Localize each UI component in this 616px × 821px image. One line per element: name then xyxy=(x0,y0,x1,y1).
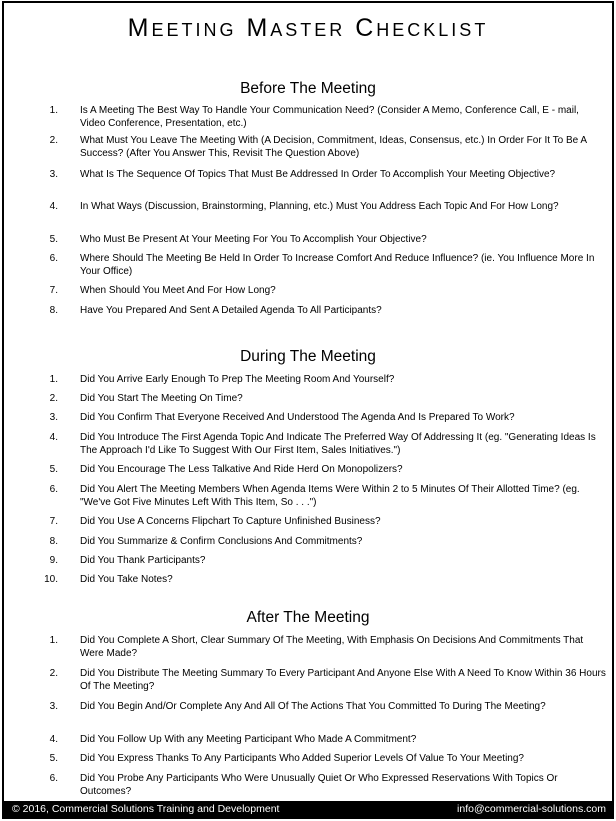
item-number: 8. xyxy=(49,536,58,547)
page-title: Meeting Master Checklist xyxy=(127,14,489,42)
item-text: Did You Start The Meeting On Time? xyxy=(80,393,243,404)
item-number: 4. xyxy=(49,201,58,212)
item-text: Did You Summarize & Confirm Conclusions And Commitments? xyxy=(80,536,363,547)
item-number: 10. xyxy=(44,574,58,585)
item-number: 4. xyxy=(49,432,58,443)
checklist-item xyxy=(4,773,612,799)
item-number: 2. xyxy=(49,135,58,146)
item-number: 1. xyxy=(49,105,58,116)
item-number: 7. xyxy=(49,516,58,527)
item-text: Did You Follow Up With any Meeting Participant Who Made A Commitment? xyxy=(80,734,417,745)
checklist-item xyxy=(4,234,612,247)
checklist-item xyxy=(4,484,612,510)
item-text: Where Should The Meeting Be Held In Order To Increase Comfort And Reduce Influence? (ie. You Influence More In Your Office) xyxy=(80,253,595,277)
section-heading: During The Meeting xyxy=(240,348,376,365)
item-number: 4. xyxy=(49,734,58,745)
checklist-item xyxy=(4,105,612,131)
checklist-item xyxy=(4,555,612,568)
checklist-item xyxy=(4,432,612,458)
item-text: Did You Probe Any Participants Who Were Unusually Quiet Or Who Expressed Reservations With Topics Or Outcomes? xyxy=(80,773,558,797)
checklist-item xyxy=(4,536,612,549)
contact-email: info@commercial-solutions.com xyxy=(457,803,606,815)
item-number: 6. xyxy=(49,253,58,264)
checklist-item xyxy=(4,464,612,477)
item-text: Did You Take Notes? xyxy=(80,574,173,585)
item-number: 2. xyxy=(49,668,58,679)
checklist-page xyxy=(2,1,614,819)
item-number: 1. xyxy=(49,374,58,385)
item-text: When Should You Meet And For How Long? xyxy=(80,285,276,296)
item-text: Did You Alert The Meeting Members When Agenda Items Were Within 2 to 5 Minutes Of Their Allotted Time? (eg. "We've Got Five Minutes Left With This Item, So . . .") xyxy=(80,484,580,508)
item-number: 3. xyxy=(49,169,58,180)
item-text: Did You Express Thanks To Any Participants Who Added Superior Levels Of Value To Your Meeting? xyxy=(80,753,524,764)
item-number: 3. xyxy=(49,412,58,423)
item-text: What Must You Leave The Meeting With (A Decision, Commitment, Ideas, Consensus, etc.) In Order For It To Be A Success? (After You Answer This, Revisit The Question Above) xyxy=(80,135,587,159)
item-number: 6. xyxy=(49,773,58,784)
checklist-item xyxy=(4,393,612,406)
item-number: 1. xyxy=(49,635,58,646)
item-text: Did You Encourage The Less Talkative And Ride Herd On Monopolizers? xyxy=(80,464,403,475)
checklist-item xyxy=(4,135,612,161)
checklist-item xyxy=(4,201,612,227)
item-text: Is A Meeting The Best Way To Handle Your Communication Need? (Consider A Memo, Conference Call, E - mail, Video Conference, Presentation, etc.) xyxy=(80,105,579,129)
item-number: 9. xyxy=(49,555,58,566)
checklist-item xyxy=(4,635,612,661)
item-number: 6. xyxy=(49,484,58,495)
section-heading: Before The Meeting xyxy=(240,80,376,97)
checklist-item xyxy=(4,305,612,318)
item-text: Did You Confirm That Everyone Received And Understood The Agenda And Is Prepared To Work? xyxy=(80,412,515,423)
item-text: Did You Complete A Short, Clear Summary Of The Meeting, With Emphasis On Decisions And Commitments That Were Made? xyxy=(80,635,584,659)
item-number: 3. xyxy=(49,701,58,712)
section-before xyxy=(4,79,612,316)
copyright-text: © 2016, Commercial Solutions Training and Development xyxy=(12,803,280,815)
section-heading: After The Meeting xyxy=(246,609,370,626)
checklist-item xyxy=(4,668,612,694)
checklist-item xyxy=(4,285,612,298)
item-number: 8. xyxy=(49,305,58,316)
checklist-item xyxy=(4,753,612,766)
checklist-item xyxy=(4,253,612,279)
item-text: Did You Begin And/Or Complete Any And All Of The Actions That You Committed To During The Meeting? xyxy=(80,701,546,712)
item-text: Have You Prepared And Sent A Detailed Agenda To All Participants? xyxy=(80,305,382,316)
item-text: Did You Use A Concerns Flipchart To Capture Unfinished Business? xyxy=(80,516,381,527)
section-during xyxy=(4,347,612,585)
checklist-item xyxy=(4,374,612,387)
item-text: Who Must Be Present At Your Meeting For You To Accomplish Your Objective? xyxy=(80,234,427,245)
checklist-item xyxy=(4,574,612,587)
section-after xyxy=(4,608,612,797)
item-text: Did You Arrive Early Enough To Prep The Meeting Room And Yourself? xyxy=(80,374,395,385)
item-text: Did You Introduce The First Agenda Topic And Indicate The Preferred Way Of Addressing It (eg. "Generating Ideas Is The Approach I'd Like To Suggest With Our First Item, Sales Initiatives.") xyxy=(80,432,596,456)
item-number: 5. xyxy=(49,234,58,245)
item-text: What Is The Sequence Of Topics That Must Be Addressed In Order To Accomplish Your Meeting Objective? xyxy=(80,169,556,180)
checklist-item xyxy=(4,701,612,727)
item-text: Did You Thank Participants? xyxy=(80,555,206,566)
item-number: 5. xyxy=(49,464,58,475)
item-number: 2. xyxy=(49,393,58,404)
checklist-item xyxy=(4,516,612,529)
checklist-item xyxy=(4,412,612,425)
checklist-item xyxy=(4,734,612,747)
item-text: Did You Distribute The Meeting Summary To Every Participant And Anyone Else With A Need To Know Within 36 Hours Of The Meeting? xyxy=(80,668,606,692)
item-text: In What Ways (Discussion, Brainstorming, Planning, etc.) Must You Address Each Topic And For How Long? xyxy=(80,201,559,212)
footer-bar xyxy=(4,801,612,817)
item-number: 7. xyxy=(49,285,58,296)
checklist-item xyxy=(4,169,612,195)
item-number: 5. xyxy=(49,753,58,764)
